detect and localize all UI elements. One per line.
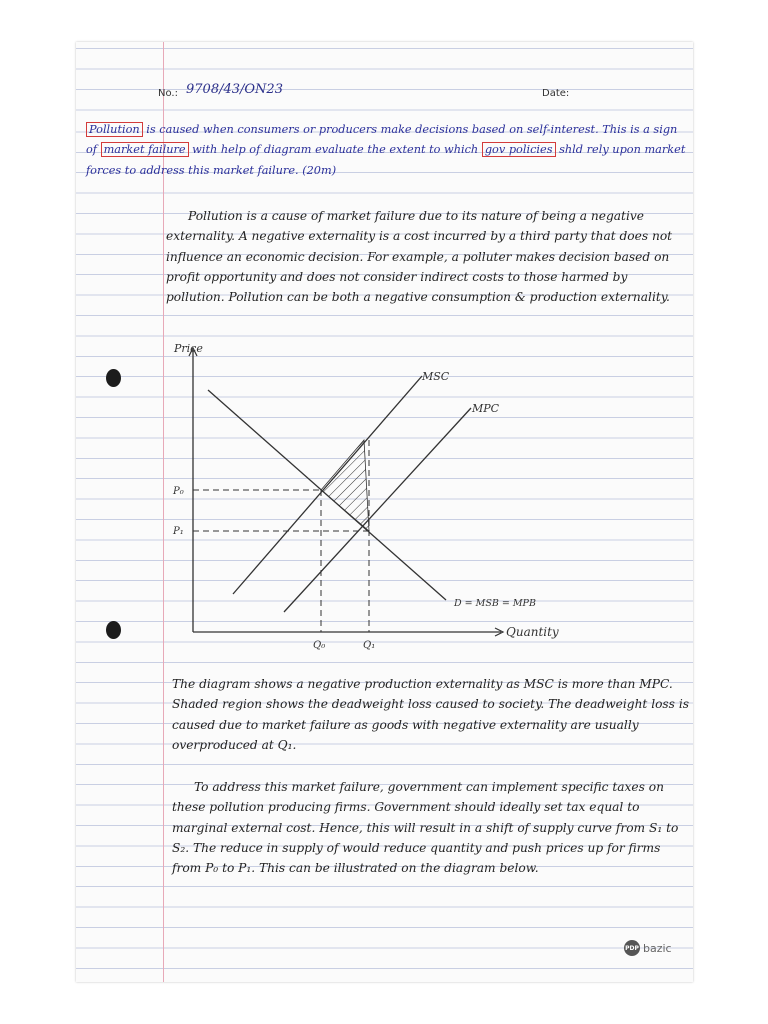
number-label: No.: <box>158 88 178 99</box>
deadweight-loss-area <box>321 440 369 531</box>
keyword-gov-policies: gov policies <box>482 142 556 157</box>
q0-label: Q₀ <box>313 640 326 651</box>
paragraph-intro: Pollution is a cause of market failure due to its nature of being a negative externality. A negative externality is a cost incurred by a third party that does not influence an economic decision. For example, a polluter makes decision based on profit opportunity and does not consider indirect costs to those harmed by pollution. Pollution can be both a negative consumption & production externality. <box>166 209 673 305</box>
p1-label: P₁ <box>173 526 184 537</box>
p0-label: P₀ <box>173 486 184 497</box>
question-part-2: with help of diagram evaluate the extent to which <box>188 143 482 157</box>
msc-curve <box>233 376 422 594</box>
paragraph-tax-policy: To address this market failure, government can implement specific taxes on these pollution producing firms. Government should ideally set tax equal to marginal external cost. Hence, this will result in a shift of supply curve from S₁ to S₂. The reduce in supply of would reduce quantity and push prices up for firms from P₀ to P₁. This can be illustrated on the diagram below. <box>172 780 679 876</box>
punch-hole-top <box>106 369 121 387</box>
x-axis-label: Quantity <box>506 625 559 639</box>
demand-curve <box>208 390 446 600</box>
number-value: 9708/43/ON23 <box>186 82 283 97</box>
demand-label: D = MSB = MPB <box>454 598 536 609</box>
question-part-3: shld rely upon market forces to address this market failure. (20m) <box>86 143 686 177</box>
mpc-label: MPC <box>472 402 500 415</box>
logo-badge-icon: PDP <box>624 940 640 956</box>
q1-label: Q₁ <box>363 640 376 651</box>
msc-label: MSC <box>422 370 450 383</box>
question-part-1: is caused when consumers or producers make decisions based on self-interest. This is a sign of <box>86 123 678 157</box>
y-axis-label: Price <box>174 342 203 355</box>
keyword-pollution: Pollution <box>86 122 143 137</box>
mpc-curve <box>284 408 471 612</box>
date-label: Date: <box>542 88 570 99</box>
externality-diagram <box>166 342 616 652</box>
question-text <box>86 120 690 181</box>
punch-hole-bottom <box>106 621 121 639</box>
margin-line <box>163 42 164 982</box>
logo-text: bazic <box>643 941 672 955</box>
brand-logo <box>624 940 672 956</box>
paragraph-diagram-explanation: The diagram shows a negative production externality as MSC is more than MPC. Shaded region shows the deadweight loss caused to society. The deadweight loss is caused due to market failure as goods with negative externality are usually overproduced at Q₁. <box>172 677 689 752</box>
notebook-page <box>76 42 693 982</box>
keyword-market-failure: market failure <box>101 142 189 157</box>
